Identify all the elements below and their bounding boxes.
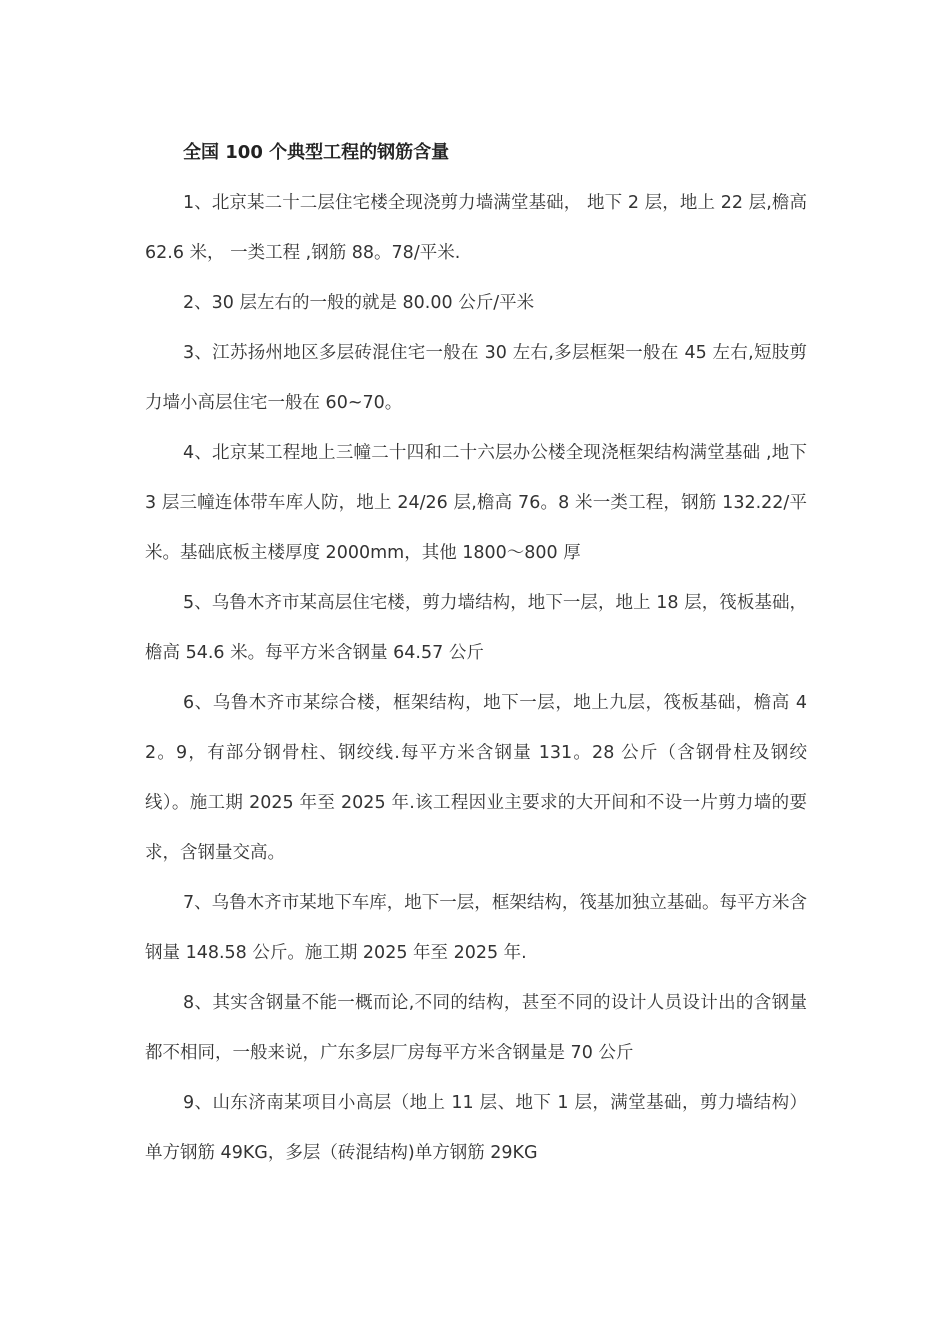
document-title: 全国 100 个典型工程的钢筋含量 — [183, 142, 450, 163]
paragraph-2: 2、30 层左右的一般的就是 80.00 公斤/平米 — [183, 293, 535, 313]
paragraph-1: 1、北京某二十二层住宅楼全现浇剪力墙满堂基础， 地下 2 层，地上 22 层,檐高 62.6 米， 一类工程 ,钢筋 88。78/平米. — [145, 193, 807, 263]
paragraph-7: 7、乌鲁木齐市某地下车库，地下一层，框架结构，筏基加独立基础。每平方米含钢量 148.58 公斤。施工期 2025 年至 2025 年. — [145, 893, 807, 963]
paragraph-9: 9、山东济南某项目小高层（地上 11 层、地下 1 层，满堂基础，剪力墙结构）单方钢筋 49KG，多层（砖混结构)单方钢筋 29KG — [145, 1093, 807, 1163]
paragraph-5: 5、乌鲁木齐市某高层住宅楼，剪力墙结构，地下一层，地上 18 层，筏板基础，檐高 54.6 米。每平方米含钢量 64.57 公斤 — [145, 593, 807, 663]
paragraph-4: 4、北京某工程地上三幢二十四和二十六层办公楼全现浇框架结构满堂基础 ,地下 3 层三幢连体带车库人防，地上 24/26 层,檐高 76。8 米一类工程，钢筋 132.22/平米。基础底板主楼厚度 2000mm，其他 1800～800 厚 — [145, 443, 807, 563]
paragraph-8: 8、其实含钢量不能一概而论,不同的结构，甚至不同的设计人员设计出的含钢量都不相同，一般来说，广东多层厂房每平方米含钢量是 70 公斤 — [145, 993, 807, 1063]
paragraph-6: 6、乌鲁木齐市某综合楼，框架结构，地下一层，地上九层，筏板基础，檐高 42。9，有部分钢骨柱、钢绞线.每平方米含钢量 131。28 公斤（含钢骨柱及钢绞线）。施工期 2025 年至 2025 年.该工程因业主要求的大开间和不设一片剪力墙的要求，含钢量交高。 — [145, 693, 807, 863]
paragraph-3: 3、江苏扬州地区多层砖混住宅一般在 30 左右,多层框架一般在 45 左右,短肢剪力墙小高层住宅一般在 60~70。 — [145, 343, 807, 413]
document-page — [145, 128, 807, 1178]
